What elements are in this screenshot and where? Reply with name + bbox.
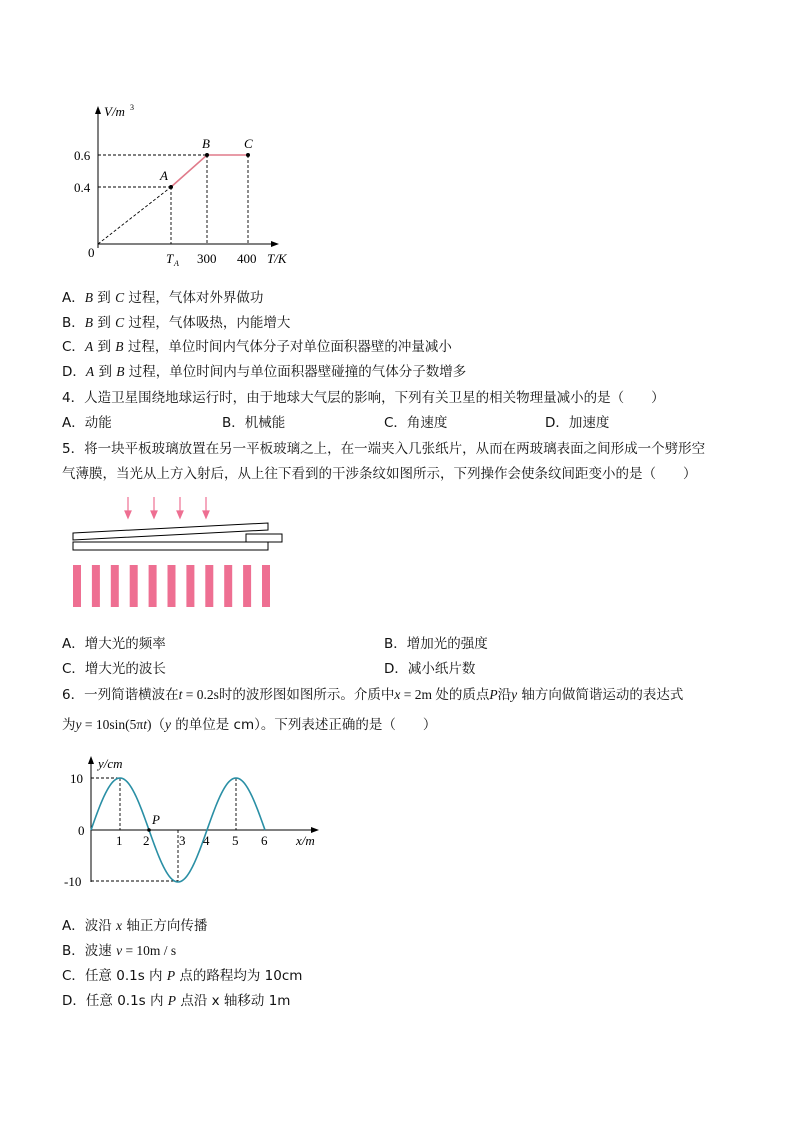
vt-point-a [169,185,173,189]
wave-y-arrow [88,756,94,764]
q5-option-d: D．减小纸片数 [384,661,476,677]
vt-guides [98,155,248,244]
q6-stem-line2: 为y = 10sin(5πt)（y 的单位是 cm）。下列表述正确的是（ ） [62,717,437,733]
vt-tick-400: 400 [237,251,257,266]
wave-point-p [147,828,151,832]
interference-fringes [73,565,270,607]
wave-x-tick-2: 2 [143,833,150,848]
vt-x-arrow [271,241,279,247]
q4-option-b: B．机械能 [222,415,286,431]
q6-option-b: B．波速 v = 10m / s [62,943,177,959]
vt-x-label: T/K [267,251,287,266]
q4-option-d: D．加速度 [545,415,610,431]
wave-x-tick-4: 4 [203,833,210,848]
wave-x-tick-1: 1 [116,833,123,848]
vt-tick-04: 0.4 [74,180,91,195]
wedge-diagram [70,495,290,615]
q3-option-a: A．B 到 C 过程，气体对外界做功 [62,290,264,306]
wave-y-tick-0: 0 [78,823,85,838]
wave-x-tick-6: 6 [261,833,268,848]
wave-x-tick-5: 5 [232,833,239,848]
vt-tick-06: 0.6 [74,148,91,163]
vt-label-c: C [244,136,253,151]
q6-option-d: D．任意 0.1s 内 P 点沿 x 轴移动 1m [62,993,291,1009]
wave-y-tick-neg10: -10 [64,874,82,889]
vt-tick-300: 300 [197,251,217,266]
lower-glass-plate [73,542,268,550]
vt-label-a: A [160,168,168,183]
q6-stem-line1: 6．一列简谐横波在t = 0.2s时的波形图如图所示。介质中x = 2m 处的质点P沿y 轴方向做简谐运动的表达式 [62,687,684,703]
wave-x-tick-3: 3 [179,833,186,848]
wave-y-label: y/cm [98,756,123,771]
q5-option-c: C．增大光的波长 [62,661,166,677]
q3-option-d: D．A 到 B 过程，单位时间内与单位面积器壁碰撞的气体分子数增多 [62,364,467,380]
vt-process-line [171,155,248,187]
vt-y-label: V/m [104,104,125,119]
upper-glass-plate [73,523,268,540]
q4-option-a: A．动能 [62,415,112,431]
fringe-stripe [243,565,251,607]
q4-stem: 4．人造卫星围绕地球运行时，由于地球大气层的影响，下列有关卫星的相关物理量减小的是（ ） [62,390,665,406]
vt-point-b [205,153,209,157]
fringe-stripe [168,565,176,607]
incident-light-arrows [125,497,209,518]
paper-spacer [246,534,282,542]
wave-label-p: P [152,812,160,827]
q3-option-c: C．A 到 B 过程，单位时间内气体分子对单位面积器壁的冲量减小 [62,339,452,355]
fringe-stripe [205,565,213,607]
vt-tick-ta: T [166,251,174,266]
fringe-stripe [149,565,157,607]
q5-stem-line1: 5．将一块平板玻璃放置在另一平板玻璃之上，在一端夹入几张纸片，从而在两玻璃表面之间形成一个劈形空 [62,441,706,457]
vt-origin: 0 [88,245,95,260]
vt-y-arrow [95,106,101,114]
wave-x-label: x/m [296,833,315,848]
fringe-stripe [111,565,119,607]
q6-option-c: C．任意 0.1s 内 P 点的路程均为 10cm [62,968,303,984]
fringe-stripe [92,565,100,607]
q4-option-c: C．角速度 [384,415,448,431]
vt-y-label-sup: 3 [130,103,134,112]
wave-y-tick-10: 10 [70,771,83,786]
vt-label-b: B [202,136,210,151]
wave-graph [60,752,335,892]
fringe-stripe [73,565,81,607]
q6-option-a: A．波沿 x 轴正方向传播 [62,918,208,934]
q5-option-b: B．增加光的强度 [384,636,488,652]
q5-option-a: A．增大光的频率 [62,636,166,652]
vt-tick-ta-sub: A [174,259,179,268]
q3-option-b: B．B 到 C 过程，气体吸热，内能增大 [62,315,291,331]
vt-graph [70,100,310,272]
q5-stem-line2: 气薄膜，当光从上方入射后，从上往下看到的干涉条纹如图所示，下列操作会使条纹间距变小的是（ ） [62,466,697,482]
fringe-stripe [262,565,270,607]
vt-point-c [246,153,250,157]
fringe-stripe [130,565,138,607]
fringe-stripe [224,565,232,607]
fringe-stripe [186,565,194,607]
